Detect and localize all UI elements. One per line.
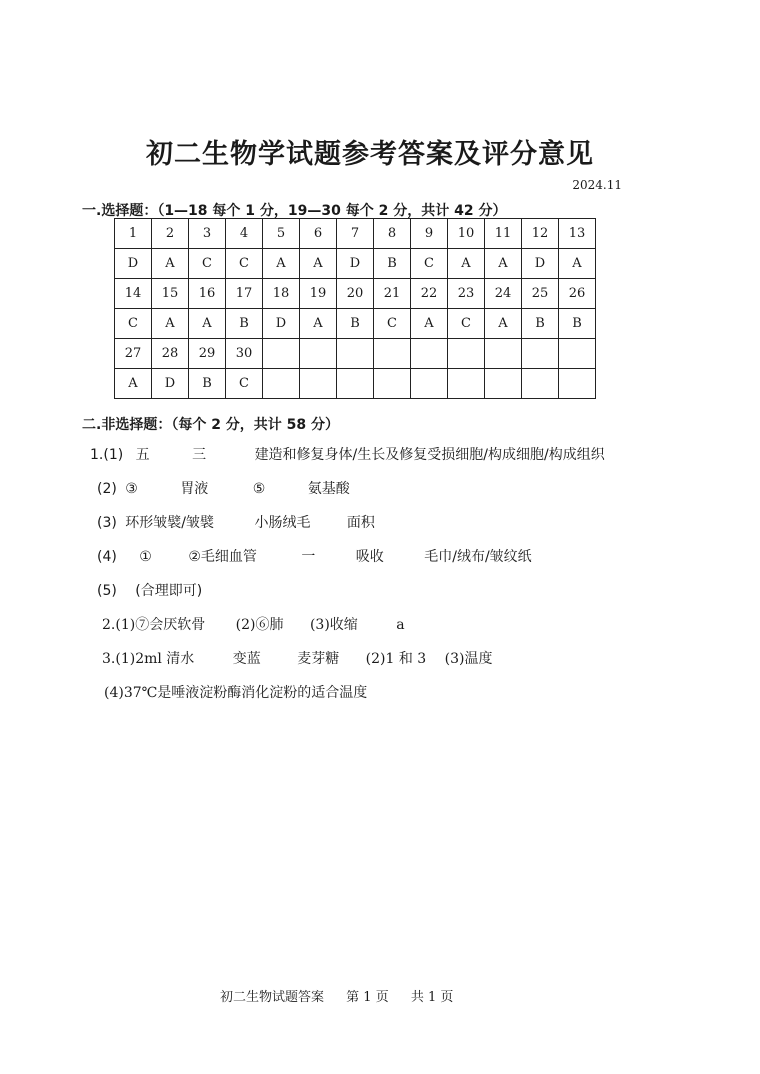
q1-p2-a: ③ <box>125 481 138 497</box>
table-cell: C <box>411 249 448 279</box>
table-cell: B <box>337 309 374 339</box>
table-cell: B <box>522 309 559 339</box>
table-cell: 18 <box>263 279 300 309</box>
table-cell <box>448 369 485 399</box>
q1-p4-label: (4) <box>97 549 117 565</box>
q1-p2-label: (2) <box>97 481 117 497</box>
table-cell <box>337 369 374 399</box>
q1-p1-c: 建造和修复身体/生长及修复受损细胞/构成细胞/构成组织 <box>254 447 605 463</box>
table-cell: 3 <box>189 219 226 249</box>
table-row <box>115 339 596 369</box>
table-cell: A <box>300 249 337 279</box>
table-cell <box>374 369 411 399</box>
q3-line <box>102 648 493 668</box>
q2-c: (3)收缩 <box>309 617 358 633</box>
table-cell: 2 <box>152 219 189 249</box>
q1-part5 <box>97 580 202 600</box>
table-cell: 24 <box>485 279 522 309</box>
q1-p1-b: 三 <box>192 447 207 463</box>
table-cell: 10 <box>448 219 485 249</box>
q2-b: (2)⑥肺 <box>235 617 284 633</box>
table-cell: 9 <box>411 219 448 249</box>
date: 2024.11 <box>572 178 622 192</box>
answer-table <box>114 218 596 399</box>
table-cell: 15 <box>152 279 189 309</box>
section1-heading: 一.选择题：（1—18 每个 1 分，19—30 每个 2 分，共计 42 分） <box>82 203 507 219</box>
table-cell: 21 <box>374 279 411 309</box>
table-cell <box>263 339 300 369</box>
section2-heading: 二.非选择题：（每个 2 分，共计 58 分） <box>82 417 340 433</box>
table-row <box>115 219 596 249</box>
page-title: 初二生物学试题参考答案及评分意见 <box>146 139 594 170</box>
table-row <box>115 279 596 309</box>
q1-p4-b: ②毛细血管 <box>188 549 257 565</box>
table-cell <box>448 339 485 369</box>
q1-p3-b: 小肠绒毛 <box>254 515 311 531</box>
table-cell <box>374 339 411 369</box>
table-cell <box>522 369 559 399</box>
table-cell: D <box>522 249 559 279</box>
q1-p4-a: ① <box>139 549 152 565</box>
footer-total: 共 1 页 <box>410 990 454 1005</box>
q1-p4-c: 一 <box>301 549 316 565</box>
table-cell: A <box>559 249 596 279</box>
table-cell <box>300 369 337 399</box>
q1-p1-label: 1.(1) <box>90 447 124 463</box>
table-cell <box>559 339 596 369</box>
q1-p2-c: ⑤ <box>252 481 266 497</box>
table-cell: C <box>226 249 263 279</box>
table-cell: A <box>263 249 300 279</box>
table-row <box>115 249 596 279</box>
table-cell: B <box>226 309 263 339</box>
table-cell: 26 <box>559 279 596 309</box>
table-cell: B <box>374 249 411 279</box>
q3-b: 变蓝 <box>232 651 261 667</box>
table-cell: D <box>152 369 189 399</box>
table-cell: 1 <box>115 219 152 249</box>
table-cell: D <box>115 249 152 279</box>
table-cell: 11 <box>485 219 522 249</box>
table-cell: A <box>189 309 226 339</box>
table-cell: A <box>152 249 189 279</box>
table-cell: D <box>337 249 374 279</box>
q1-p3-c: 面积 <box>346 515 375 531</box>
q2-d: a <box>396 617 405 633</box>
q3-part4 <box>104 682 367 702</box>
table-cell <box>337 339 374 369</box>
table-cell: 7 <box>337 219 374 249</box>
table-cell: 6 <box>300 219 337 249</box>
table-cell <box>559 369 596 399</box>
table-cell <box>263 369 300 399</box>
table-cell: 4 <box>226 219 263 249</box>
table-cell: 17 <box>226 279 263 309</box>
table-cell: C <box>189 249 226 279</box>
table-cell <box>300 339 337 369</box>
q1-p4-d: 吸收 <box>355 549 384 565</box>
q1-p3-label: (3) <box>97 515 117 531</box>
q1-p5-a: (合理即可) <box>135 583 203 599</box>
table-cell: C <box>374 309 411 339</box>
table-cell: 14 <box>115 279 152 309</box>
q1-p3-a: 环形皱襞/皱襞 <box>125 515 215 531</box>
page-footer <box>220 986 471 1005</box>
table-cell: 23 <box>448 279 485 309</box>
table-cell <box>411 369 448 399</box>
q3-4-a: (4)37℃是唾液淀粉酶消化淀粉的适合温度 <box>104 685 368 701</box>
table-cell: C <box>226 369 263 399</box>
table-cell: 20 <box>337 279 374 309</box>
table-cell: A <box>485 249 522 279</box>
table-cell: 25 <box>522 279 559 309</box>
q1-part3 <box>97 512 375 532</box>
table-cell: B <box>189 369 226 399</box>
q3-a: 3.(1)2ml 清水 <box>102 651 195 667</box>
table-cell: D <box>263 309 300 339</box>
q1-p2-d: 氨基酸 <box>307 481 350 497</box>
table-cell: A <box>485 309 522 339</box>
q1-part2 <box>97 478 350 498</box>
q2-line <box>102 614 405 634</box>
table-cell: 8 <box>374 219 411 249</box>
table-cell <box>522 339 559 369</box>
table-row <box>115 369 596 399</box>
table-cell: 5 <box>263 219 300 249</box>
q2-a: 2.(1)⑦会厌软骨 <box>102 617 206 633</box>
table-cell: 19 <box>300 279 337 309</box>
table-cell: 30 <box>226 339 263 369</box>
footer-page: 第 1 页 <box>346 990 389 1005</box>
table-cell <box>485 369 522 399</box>
table-cell: B <box>559 309 596 339</box>
footer-name: 初二生物试题答案 <box>220 990 325 1005</box>
table-cell: 29 <box>189 339 226 369</box>
table-cell: A <box>115 369 152 399</box>
q1-p1-a: 五 <box>135 447 150 463</box>
q1-part4 <box>97 546 532 566</box>
q3-e: (3)温度 <box>444 651 493 667</box>
table-cell <box>485 339 522 369</box>
q3-c: 麦芽糖 <box>297 651 340 667</box>
table-cell: 28 <box>152 339 189 369</box>
q1-p2-b: 胃液 <box>180 481 209 497</box>
table-cell: C <box>115 309 152 339</box>
table-cell: 27 <box>115 339 152 369</box>
table-cell <box>411 339 448 369</box>
table-cell: 12 <box>522 219 559 249</box>
table-cell: A <box>411 309 448 339</box>
q1-p5-label: (5) <box>97 583 117 599</box>
q1-part1 <box>90 444 605 464</box>
table-cell: A <box>152 309 189 339</box>
q1-p4-e: 毛巾/绒布/皱纹纸 <box>424 549 532 565</box>
table-cell: A <box>448 249 485 279</box>
table-cell: A <box>300 309 337 339</box>
q3-d: (2)1 和 3 <box>365 651 427 667</box>
table-row <box>115 309 596 339</box>
table-cell: C <box>448 309 485 339</box>
table-cell: 16 <box>189 279 226 309</box>
table-cell: 13 <box>559 219 596 249</box>
table-cell: 22 <box>411 279 448 309</box>
